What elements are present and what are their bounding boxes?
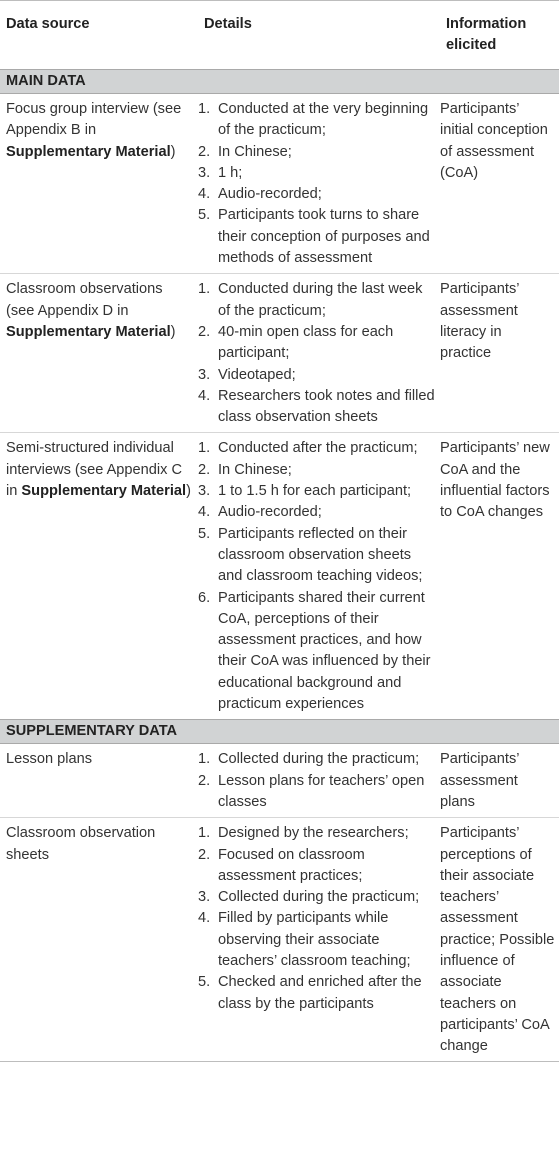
details-list bbox=[198, 279, 436, 428]
header-data-source: Data source bbox=[6, 16, 90, 32]
list-item-number: 4. bbox=[198, 387, 211, 404]
list-item-number: 3. bbox=[198, 483, 211, 500]
list-item-number: 2. bbox=[198, 461, 211, 478]
details-list-item bbox=[198, 887, 436, 908]
details-list bbox=[198, 438, 436, 715]
information-elicited-cell: Participants’ initial conception of assessment (CoA) bbox=[440, 101, 548, 181]
details-list bbox=[198, 99, 436, 269]
list-item-number: 5. bbox=[198, 525, 211, 542]
details-list-item bbox=[198, 365, 436, 386]
details-list-item bbox=[198, 588, 436, 716]
data-source-text: Classroom observations (see Appendix D in bbox=[6, 281, 163, 319]
table-row bbox=[0, 274, 559, 433]
details-list bbox=[198, 823, 436, 1015]
list-item-text: Videotaped; bbox=[218, 366, 296, 383]
list-item-number: 4. bbox=[198, 504, 211, 521]
list-item-text: Researchers took notes and filled class observation sheets bbox=[218, 387, 435, 426]
details-list-item bbox=[198, 481, 436, 502]
list-item-text: Focused on classroom assessment practices; bbox=[218, 846, 365, 884]
details-list-item bbox=[198, 502, 436, 523]
details-cell bbox=[198, 94, 440, 274]
details-cell bbox=[198, 433, 440, 720]
details-list-item bbox=[198, 845, 436, 888]
list-item-text: Designed by the researchers; bbox=[218, 825, 409, 842]
details-list-item bbox=[198, 142, 436, 163]
supplementary-material-reference: Supplementary Material bbox=[21, 483, 187, 500]
list-item-number: 5. bbox=[198, 974, 211, 991]
supplementary-material-reference: Supplementary Material bbox=[6, 323, 171, 340]
list-item-text: 1 h; bbox=[218, 164, 243, 181]
data-source-cell bbox=[0, 274, 198, 433]
information-elicited-cell: Participants’ perceptions of their associate teachers’ assessment practice; Possible influence of associate teachers on participants’ CoA change bbox=[440, 818, 559, 1062]
list-item-text: 1 to 1.5 h for each participant; bbox=[218, 483, 412, 500]
details-list-item bbox=[198, 163, 436, 184]
list-item-text: 40-min open class for each participant; bbox=[218, 323, 394, 362]
list-item-number: 2. bbox=[198, 323, 211, 340]
list-item-text: Audio-recorded; bbox=[218, 504, 322, 521]
list-item-number: 6. bbox=[198, 589, 211, 606]
list-item-text: Participants reflected on their classroom observation sheets and classroom teaching videos; bbox=[218, 525, 423, 585]
data-source-cell bbox=[0, 744, 198, 818]
supplementary-material-reference: Supplementary Material bbox=[6, 143, 171, 160]
table-body bbox=[0, 70, 559, 1062]
details-list-item bbox=[198, 205, 436, 269]
list-item-number: 1. bbox=[198, 751, 211, 768]
details-list-item bbox=[198, 460, 436, 481]
information-elicited-cell: Participants’ assessment plans bbox=[440, 751, 519, 810]
list-item-text: Collected during the practicum; bbox=[218, 751, 420, 768]
details-cell bbox=[198, 744, 440, 818]
details-list-item bbox=[198, 184, 436, 205]
details-list-item bbox=[198, 749, 436, 770]
header-information-elicited: Information elicited bbox=[446, 16, 527, 53]
list-item-number: 4. bbox=[198, 186, 211, 203]
data-source-cell bbox=[0, 433, 198, 720]
list-item-number: 1. bbox=[198, 440, 211, 457]
table-row bbox=[0, 433, 559, 720]
data-source-text: Semi-structured individual interviews (see Appendix C in bbox=[6, 440, 183, 500]
information-elicited-cell: Participants’ new CoA and the influential factors to CoA changes bbox=[440, 433, 559, 720]
details-list-item bbox=[198, 972, 436, 1015]
header-details: Details bbox=[204, 16, 252, 32]
list-item-number: 3. bbox=[198, 889, 211, 906]
list-item-text: Checked and enriched after the class by the participants bbox=[218, 974, 422, 1012]
list-item-text: Filled by participants while observing their associate teachers’ classroom teaching; bbox=[218, 910, 411, 969]
table-row bbox=[0, 94, 559, 274]
details-list-item bbox=[198, 99, 436, 142]
details-list-item bbox=[198, 771, 436, 814]
section-title: SUPPLEMENTARY DATA bbox=[0, 720, 559, 744]
list-item-text: Participants shared their current CoA, perceptions of their assessment practices, and how their CoA was influenced by their educational background and practicum experiences bbox=[218, 589, 431, 713]
list-item-number: 2. bbox=[198, 846, 211, 863]
data-source-cell bbox=[0, 818, 198, 1062]
details-list-item bbox=[198, 386, 436, 429]
list-item-text: Conducted at the very beginning of the practicum; bbox=[218, 101, 429, 139]
list-item-text: Conducted after the practicum; bbox=[218, 440, 418, 457]
details-list-item bbox=[198, 322, 436, 365]
list-item-number: 3. bbox=[198, 164, 211, 181]
data-source-cell bbox=[0, 94, 198, 274]
data-source-text: Lesson plans bbox=[6, 751, 93, 768]
list-item-number: 1. bbox=[198, 825, 211, 842]
list-item-text: In Chinese; bbox=[218, 143, 292, 160]
details-list bbox=[198, 749, 436, 813]
details-cell bbox=[198, 818, 440, 1062]
details-list-item bbox=[198, 438, 436, 459]
data-source-text-end: ) bbox=[170, 323, 176, 340]
section-header-row bbox=[0, 720, 559, 744]
details-cell bbox=[198, 274, 440, 433]
list-item-text: Conducted during the last week of the practicum; bbox=[218, 281, 423, 319]
details-list-item bbox=[198, 908, 436, 972]
data-source-text: Focus group interview (see Appendix B in bbox=[6, 101, 182, 139]
data-source-text-end: ) bbox=[170, 143, 176, 160]
section-header-row bbox=[0, 70, 559, 94]
data-source-text-end: ) bbox=[186, 483, 191, 500]
table-row bbox=[0, 744, 559, 818]
table-row bbox=[0, 818, 559, 1062]
details-list-item bbox=[198, 524, 436, 588]
list-item-text: In Chinese; bbox=[218, 461, 292, 478]
list-item-text: Lesson plans for teachers’ open classes bbox=[218, 772, 425, 810]
details-list-item bbox=[198, 823, 436, 844]
header-row bbox=[0, 1, 559, 70]
list-item-number: 2. bbox=[198, 772, 211, 789]
data-source-text: Classroom observation sheets bbox=[6, 825, 156, 863]
section-title: MAIN DATA bbox=[0, 70, 559, 94]
list-item-number: 3. bbox=[198, 366, 211, 383]
list-item-number: 4. bbox=[198, 910, 211, 927]
information-elicited-cell: Participants’ assessment literacy in practice bbox=[440, 274, 559, 433]
list-item-text: Participants took turns to share their conception of purposes and methods of assessment bbox=[218, 207, 430, 267]
list-item-text: Collected during the practicum; bbox=[218, 889, 420, 906]
list-item-number: 1. bbox=[198, 101, 211, 117]
details-list-item bbox=[198, 279, 436, 322]
list-item-number: 1. bbox=[198, 281, 211, 298]
list-item-number: 2. bbox=[198, 143, 211, 160]
list-item-text: Audio-recorded; bbox=[218, 186, 322, 203]
list-item-number: 5. bbox=[198, 207, 211, 224]
